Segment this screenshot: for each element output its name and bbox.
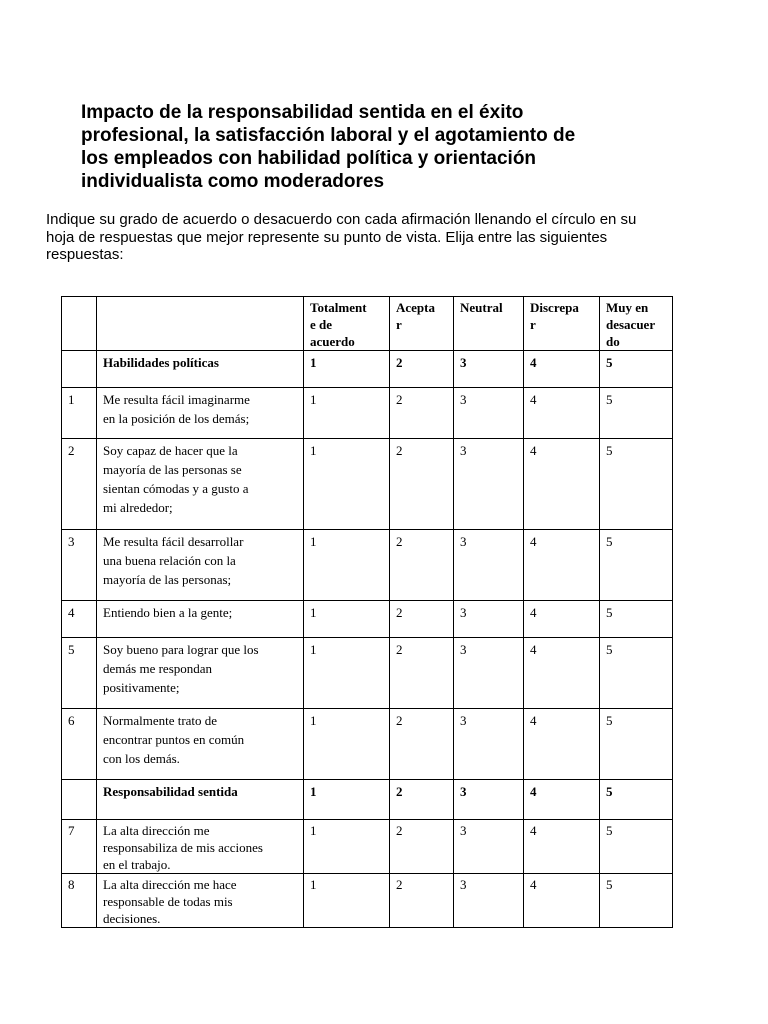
scale-5: 5 xyxy=(600,530,673,601)
scale-5: 5 xyxy=(600,638,673,709)
scale-1: 1 xyxy=(304,530,390,601)
table-row xyxy=(62,874,673,928)
scale-4: 4 xyxy=(524,601,600,638)
title-line: Impacto de la responsabilidad sentida en el éxito xyxy=(81,102,524,123)
scale-3: 3 xyxy=(454,530,524,601)
scale-2: 2 xyxy=(390,388,454,439)
scale-1: 1 xyxy=(304,709,390,780)
table-row xyxy=(62,439,673,530)
scale-5: 5 xyxy=(600,439,673,530)
table-row xyxy=(62,709,673,780)
row-number: 1 xyxy=(62,388,97,439)
header-empty-num xyxy=(62,297,97,351)
scale-4: 4 xyxy=(524,351,600,388)
row-number: 4 xyxy=(62,601,97,638)
header-row xyxy=(62,297,673,351)
instructions-line: Indique su grado de acuerdo o desacuerdo con cada afirmación llenando el círculo en su xyxy=(46,211,637,228)
scale-3: 3 xyxy=(454,601,524,638)
document-title xyxy=(81,101,651,193)
scale-4: 4 xyxy=(524,638,600,709)
scale-2: 2 xyxy=(390,874,454,928)
statement: La alta dirección me responsabiliza de mis acciones en el trabajo. xyxy=(97,820,304,874)
scale-2: 2 xyxy=(390,601,454,638)
title-line: individualista como moderadores xyxy=(81,171,385,192)
scale-5: 5 xyxy=(600,388,673,439)
section-row-habilidades-politicas xyxy=(62,351,673,388)
scale-1: 1 xyxy=(304,780,390,820)
row-number: 8 xyxy=(62,874,97,928)
row-number: 7 xyxy=(62,820,97,874)
header-muy-en-desacuerdo: Muy en desacuer do xyxy=(600,297,673,351)
table-row xyxy=(62,601,673,638)
row-number: 6 xyxy=(62,709,97,780)
scale-4: 4 xyxy=(524,780,600,820)
scale-4: 4 xyxy=(524,439,600,530)
statement: Me resulta fácil desarrollar una buena relación con la mayoría de las personas; xyxy=(97,530,304,601)
section-title: Habilidades políticas xyxy=(97,351,304,388)
scale-3: 3 xyxy=(454,388,524,439)
section-title: Responsabilidad sentida xyxy=(97,780,304,820)
row-number xyxy=(62,780,97,820)
table-row xyxy=(62,820,673,874)
scale-3: 3 xyxy=(454,709,524,780)
scale-5: 5 xyxy=(600,351,673,388)
section-row-responsabilidad-sentida xyxy=(62,780,673,820)
statement: Me resulta fácil imaginarme en la posición de los demás; xyxy=(97,388,304,439)
scale-4: 4 xyxy=(524,709,600,780)
table-row xyxy=(62,388,673,439)
statement: Soy capaz de hacer que la mayoría de las personas se sientan cómodas y a gusto a mi alrededor; xyxy=(97,439,304,530)
title-line: profesional, la satisfacción laboral y el agotamiento de xyxy=(81,125,576,146)
header-neutral: Neutral xyxy=(454,297,524,351)
statement: Normalmente trato de encontrar puntos en común con los demás. xyxy=(97,709,304,780)
row-number xyxy=(62,351,97,388)
scale-5: 5 xyxy=(600,601,673,638)
row-number: 3 xyxy=(62,530,97,601)
scale-2: 2 xyxy=(390,439,454,530)
scale-3: 3 xyxy=(454,638,524,709)
scale-1: 1 xyxy=(304,820,390,874)
scale-2: 2 xyxy=(390,530,454,601)
statement: Entiendo bien a la gente; xyxy=(97,601,304,638)
scale-5: 5 xyxy=(600,780,673,820)
instructions-line: hoja de respuestas que mejor represente su punto de vista. Elija entre las siguientes xyxy=(46,228,608,246)
scale-2: 2 xyxy=(390,351,454,388)
scale-2: 2 xyxy=(390,820,454,874)
table-row xyxy=(62,638,673,709)
scale-3: 3 xyxy=(454,820,524,874)
instructions-paragraph xyxy=(46,211,726,264)
scale-2: 2 xyxy=(390,780,454,820)
scale-1: 1 xyxy=(304,601,390,638)
scale-1: 1 xyxy=(304,638,390,709)
scale-3: 3 xyxy=(454,351,524,388)
scale-1: 1 xyxy=(304,351,390,388)
row-number: 5 xyxy=(62,638,97,709)
statement: Soy bueno para lograr que los demás me respondan positivamente; xyxy=(97,638,304,709)
scale-2: 2 xyxy=(390,709,454,780)
title-line: los empleados con habilidad política y orientación xyxy=(81,148,537,169)
scale-3: 3 xyxy=(454,439,524,530)
scale-3: 3 xyxy=(454,874,524,928)
scale-5: 5 xyxy=(600,709,673,780)
scale-4: 4 xyxy=(524,388,600,439)
scale-4: 4 xyxy=(524,874,600,928)
scale-1: 1 xyxy=(304,388,390,439)
row-number: 2 xyxy=(62,439,97,530)
scale-5: 5 xyxy=(600,820,673,874)
instructions-line: respuestas: xyxy=(46,246,124,263)
header-totalmente-de-acuerdo: Totalment e de acuerdo xyxy=(304,297,390,351)
header-discrepar: Discrepa r xyxy=(524,297,600,351)
statement: La alta dirección me hace responsable de todas mis decisiones. xyxy=(97,874,304,928)
table-row xyxy=(62,530,673,601)
survey-table xyxy=(61,296,673,928)
scale-1: 1 xyxy=(304,874,390,928)
scale-4: 4 xyxy=(524,530,600,601)
scale-1: 1 xyxy=(304,439,390,530)
scale-2: 2 xyxy=(390,638,454,709)
scale-4: 4 xyxy=(524,820,600,874)
header-aceptar: Acepta r xyxy=(390,297,454,351)
header-empty-text xyxy=(97,297,304,351)
scale-3: 3 xyxy=(454,780,524,820)
scale-5: 5 xyxy=(600,874,673,928)
